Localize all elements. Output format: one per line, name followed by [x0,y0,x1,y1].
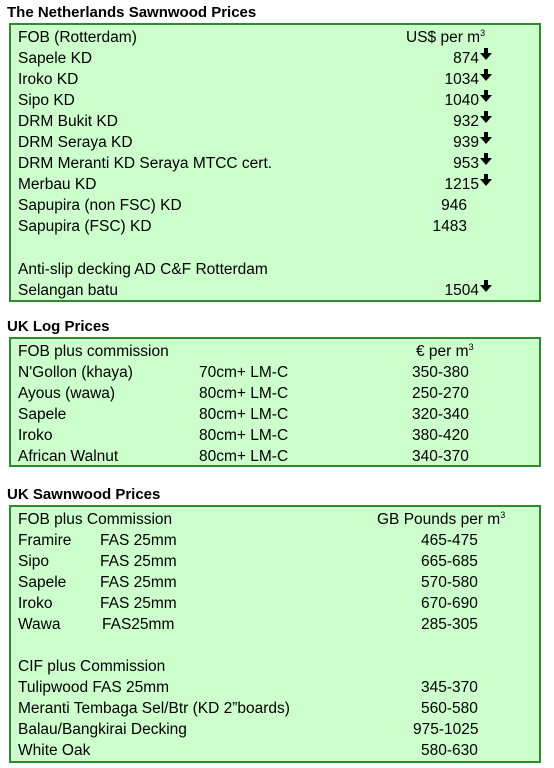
nl-price-value: 1215 [444,176,479,193]
nl-species-name: DRM Seraya KD [18,134,133,151]
uksawn-cif-item-name: Tulipwood FAS 25mm [18,679,170,696]
nl-header-unit [406,27,485,48]
nl-species-name: Sapupira (non FSC) KD [18,197,182,214]
uksawn-header-unit [377,509,505,530]
uksawn-cif-row [11,719,539,740]
down-arrow-icon [480,280,492,292]
uksawn-spec: FAS 25mm [100,532,177,549]
uklog-spec: 80cm+ LM-C [199,427,289,444]
uklog-price-value: 340-370 [412,448,469,465]
nl-species-name: Sapupira (FSC) KD [18,218,152,235]
down-arrow-icon [480,48,492,60]
uklog-price-value: 350-380 [412,364,469,381]
uksawn-cif-item-name: Meranti Tembaga Sel/Btr (KD 2”boards) [18,700,290,717]
uksawn-unit-sup: 3 [500,509,506,520]
uksawn-cif-price-value: 560-580 [421,700,478,717]
nl-decking-price-value: 1504 [444,282,479,299]
down-arrow-icon [480,69,492,81]
uklog-price-row [11,404,539,425]
uksawn-price-row [11,551,539,572]
nl-species-name: Iroko KD [18,71,79,88]
down-arrow-icon [480,153,492,165]
nl-price-row [11,153,539,174]
uklog-price-value: 320-340 [412,406,469,423]
nl-unit-sup: 3 [480,27,486,38]
uksawn-cif-item-name: Balau/Bangkirai Decking [18,721,187,738]
nl-title: The Netherlands Sawnwood Prices [7,4,257,21]
uksawn-spec: FAS 25mm [100,574,177,591]
uklog-price-row [11,446,539,467]
nl-unit-text: US$ per m [406,29,481,46]
uklog-title: UK Log Prices [7,318,110,335]
uksawn-price-row [11,530,539,551]
uksawn-species-name: Iroko [18,595,53,612]
nl-price-row [11,48,539,69]
uksawn-species-name: Framire [18,532,72,549]
nl-price-cell [453,111,479,132]
uklog-unit-text: € per m [416,343,469,360]
uksawn-cif-heading: CIF plus Commission [18,658,166,675]
uksawn-price-value: 285-305 [421,616,478,633]
nl-price-value: 1034 [444,71,479,88]
down-arrow-icon [480,132,492,144]
uksawn-price-table [9,505,541,763]
nl-price-value: 953 [453,155,479,172]
uksawn-price-value: 665-685 [421,553,478,570]
uksawn-cif-row [11,698,539,719]
nl-decking-price [445,280,479,301]
uksawn-price-value: 670-690 [421,595,478,612]
uksawn-species-name: Wawa [18,616,61,633]
uklog-species-name: Iroko [18,427,53,444]
uksawn-title: UK Sawnwood Prices [7,486,161,503]
uksawn-cif-row [11,677,539,698]
nl-price-row [11,195,539,216]
down-arrow-icon [480,174,492,186]
nl-price-cell [433,216,467,237]
uklog-spec: 80cm+ LM-C [199,385,289,402]
nl-header-row [11,27,539,48]
uksawn-spec: FAS 25mm [100,595,177,612]
nl-species-name: Merbau KD [18,176,97,193]
uklog-species-name: N'Gollon (khaya) [18,364,133,381]
nl-species-name: Sapele KD [18,50,93,67]
uklog-price-row [11,362,539,383]
uklog-price-row [11,425,539,446]
nl-price-value: 946 [441,197,467,214]
uksawn-cif-item-name: White Oak [18,742,91,759]
nl-decking-heading-row [11,259,539,280]
nl-price-value: 1040 [444,92,479,109]
uksawn-species-name: Sapele [18,574,67,591]
nl-price-cell [453,132,479,153]
uklog-price-value: 250-270 [412,385,469,402]
nl-price-cell [445,69,479,90]
nl-price-value: 1483 [432,218,467,235]
nl-price-row [11,132,539,153]
uklog-species-name: Sapele [18,406,67,423]
nl-price-row [11,216,539,237]
uklog-header-unit [416,341,474,362]
uklog-species-name: Ayous (wawa) [18,385,116,402]
nl-price-value: 874 [453,50,479,67]
uksawn-price-row [11,593,539,614]
uksawn-cif-price-value: 975-1025 [413,721,479,738]
nl-price-table [9,23,541,302]
uksawn-spec: FAS 25mm [100,553,177,570]
nl-species-name: DRM Bukit KD [18,113,118,130]
uklog-unit-sup: 3 [468,341,474,352]
nl-price-cell [445,174,479,195]
uksawn-header-row [11,509,539,530]
nl-price-row [11,90,539,111]
uklog-price-table [9,337,541,467]
uklog-header-row [11,341,539,362]
nl-decking-name: Selangan batu [18,282,118,299]
nl-price-row [11,174,539,195]
nl-price-cell [453,48,479,69]
uklog-spec: 80cm+ LM-C [199,448,289,465]
uksawn-spec: FAS25mm [102,616,175,633]
nl-species-name: Sipo KD [18,92,75,109]
nl-price-row [11,69,539,90]
nl-price-row [11,111,539,132]
nl-price-cell [441,195,467,216]
nl-price-value: 939 [453,134,479,151]
uksawn-cif-price-value: 345-370 [421,679,478,696]
nl-price-cell [445,90,479,111]
uklog-header-label: FOB plus commission [18,343,169,360]
nl-header-label: FOB (Rotterdam) [18,29,137,46]
down-arrow-icon [480,111,492,123]
nl-price-cell [453,153,479,174]
uklog-price-row [11,383,539,404]
uksawn-cif-row [11,740,539,761]
uksawn-cif-price-value: 580-630 [421,742,478,759]
uksawn-cif-heading-row [11,656,539,677]
uksawn-price-value: 465-475 [421,532,478,549]
uksawn-price-row [11,614,539,635]
uklog-spec: 70cm+ LM-C [199,364,289,381]
uklog-spec: 80cm+ LM-C [199,406,289,423]
nl-price-value: 932 [453,113,479,130]
uksawn-price-row [11,572,539,593]
nl-decking-row [11,280,539,301]
uksawn-price-value: 570-580 [421,574,478,591]
nl-decking-heading: Anti-slip decking AD C&F Rotterdam [18,261,268,278]
uklog-species-name: African Walnut [18,448,119,465]
uklog-price-value: 380-420 [412,427,469,444]
uksawn-species-name: Sipo [18,553,50,570]
uksawn-header-label: FOB plus Commission [18,511,173,528]
down-arrow-icon [480,90,492,102]
uksawn-unit-text: GB Pounds per m [377,511,501,528]
nl-species-name: DRM Meranti KD Seraya MTCC cert. [18,155,273,172]
